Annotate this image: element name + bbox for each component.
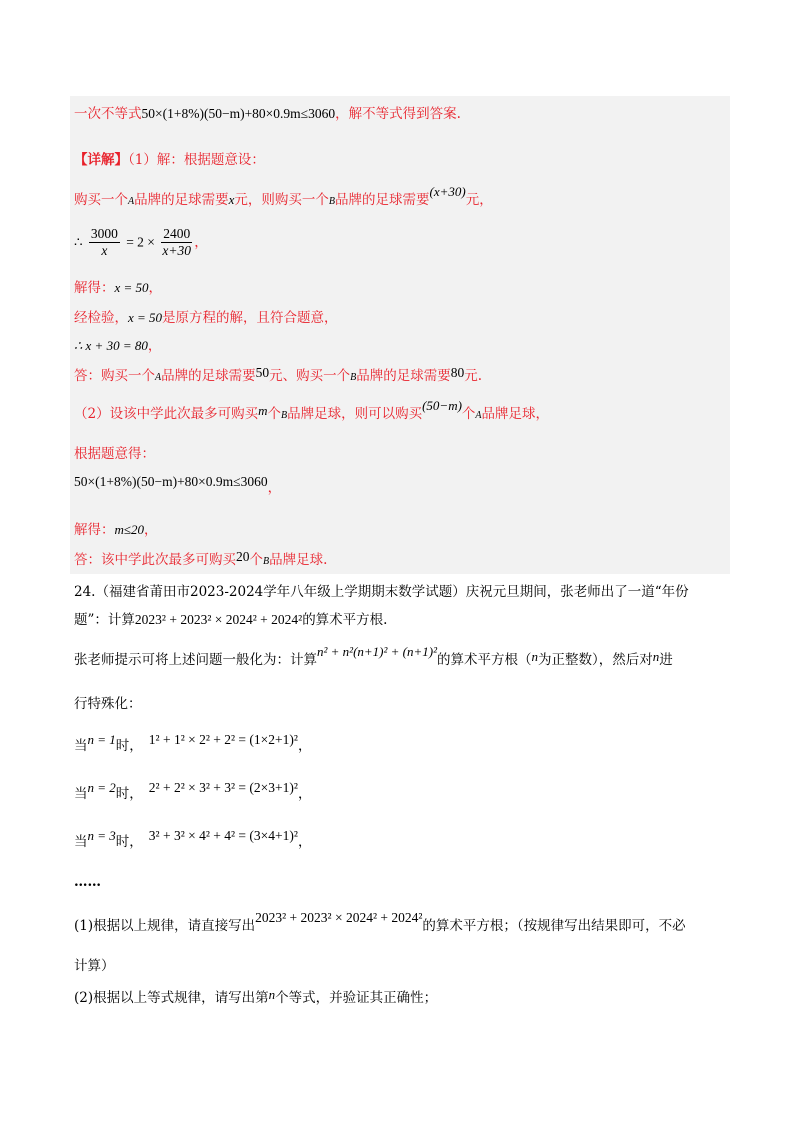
var-n: n [652,649,660,664]
text: 经检验， [74,310,128,326]
text: （2）设该中学此次最多可购买 [74,406,259,422]
ellipsis: …… [74,874,101,890]
text: 为正整数），然后对 [538,652,653,668]
solution-line-12 [74,520,158,540]
solution-line-6 [74,308,338,328]
text: 元、购买一个 [269,368,351,384]
comma: ， [148,280,163,296]
comma: ， [194,234,208,251]
text: 答：购买一个 [74,368,155,384]
equation: ∴ x + 30 = 80 [74,338,148,353]
condition: n = 2 [87,780,116,795]
price-b: 80 [450,365,465,380]
solution-line-13 [74,550,327,572]
brand-a: A [128,196,135,207]
comma: ， [297,834,312,850]
solution-line-1 [74,104,461,124]
text: 品牌的足球需要 [134,192,229,208]
text: (1)根据以上规律，请直接写出 [74,918,256,934]
equals: = 2 × [126,234,155,250]
text: 时， [115,834,143,850]
text: 是原方程的解，且符合题意， [162,310,338,326]
text: （1）解：根据题意设： [128,152,265,168]
equation: 1² + 1² × 2² + 2² = (1×2+1)² [148,732,298,747]
brand-b: B [280,410,288,421]
denominator: x+30 [162,243,192,258]
text: 当 [74,738,88,754]
solution-line-3 [74,184,493,212]
problem-source: （福建省莆田市2023-2024学年八年级上学期期末数学试题） [95,584,466,600]
text: 个 [461,406,476,422]
text: 计算） [74,958,115,974]
equation: 2² + 2² × 3² + 3² = (2×3+1)² [148,780,298,795]
text: 品牌的足球需要 [161,368,256,384]
text: 个等式，并验证其正确性； [275,990,438,1006]
expr: (x+30) [429,184,466,199]
solution-line-11 [74,472,282,496]
problem-line-1 [74,582,689,602]
solution-line-9 [74,398,550,426]
text: 品牌的足球需要 [356,368,451,384]
var-n: n [268,987,276,1002]
inequality: 50×(1+8%)(50−m)+80×0.9m≤3060 [74,474,268,489]
question-2 [74,988,437,1008]
general-expression: n² + n²(n+1)² + (n+1)² [317,644,437,659]
text: 题”：计算 [74,612,135,628]
brand-b: B [328,196,335,207]
text: 个 [267,406,281,422]
detail-label: 【详解】 [74,152,128,168]
numerator: 2400 [163,226,191,241]
text: ，解不等式得到答案. [335,106,461,122]
text: 张老师提示可将上述问题一般化为：计算 [74,652,317,668]
brand-b: B [350,372,357,383]
text: 一次不等式 [74,106,142,122]
text: 解得： [74,280,115,296]
text: 的算术平方根；（按规律写出结果即可，不必 [422,918,686,934]
text: 品牌的足球需要 [335,192,430,208]
problem-line-4 [74,694,142,714]
denominator: x [101,243,108,258]
expression: 2023² + 2023² × 2024² + 2024² [134,612,303,627]
comma: ， [297,738,312,754]
answer-value: 20 [236,549,250,564]
text: 庆祝元旦期间，张老师出了一道“年份 [465,584,689,600]
solution-line-5 [74,278,162,298]
comma: ， [147,338,162,354]
case-3 [74,828,312,852]
var-n: n [531,649,538,664]
expression: 2023² + 2023² × 2024² + 2024² [255,910,423,925]
question-1-cont [74,956,115,976]
text: 品牌足球， [481,406,550,422]
fraction-2 [161,226,192,259]
var-x: x [228,192,235,207]
text: 元，则购买一个 [234,192,329,208]
text: 品牌足球. [269,552,328,568]
case-1 [74,732,312,756]
question-1 [74,910,686,936]
problem-line-2 [74,610,387,630]
expr: (50−m) [422,398,462,413]
problem-number: 24. [74,584,96,600]
numerator: 3000 [90,226,118,241]
text: 品牌足球，则可以购买 [287,406,423,422]
text: 进 [659,652,673,668]
text: 个 [249,552,263,568]
condition: n = 3 [87,828,116,843]
text: 的算术平方根. [302,612,388,628]
text: 元， [465,192,493,208]
solution-line-10 [74,444,155,464]
var-m: m [258,403,268,418]
solution-line-8 [74,366,482,388]
brand-a: A [155,372,162,383]
text: 当 [74,834,88,850]
brand-a: A [475,410,482,421]
solution-line-7 [74,336,161,356]
problem-line-3 [74,644,673,670]
inequality: 50×(1+8%)(50−m)+80×0.9m≤3060 [141,106,336,121]
case-2 [74,780,312,804]
text: 答：该中学此次最多可购买 [74,552,236,568]
text: 元. [464,368,483,384]
solution-line-4 [74,226,208,259]
comma: ， [297,786,312,802]
comma: ， [267,480,282,496]
text: 购买一个 [74,192,128,208]
text: 行特殊化： [74,696,142,712]
fraction-1 [89,226,120,259]
text: 时， [115,786,143,802]
text: (2)根据以上等式规律，请写出第 [74,990,269,1006]
equation: x = 50 [114,280,149,295]
solution-line-2 [74,150,265,170]
equation: x = 50 [128,310,163,325]
text: 当 [74,786,88,802]
text: 解得： [74,522,115,538]
result: m≤20 [114,522,145,537]
comma: ， [144,522,158,538]
therefore-symbol: ∴ [74,234,83,250]
brand-b: B [263,556,270,567]
text: 时， [115,738,143,754]
text: 的算术平方根（ [437,652,532,668]
equation: 3² + 3² × 4² + 4² = (3×4+1)² [148,828,298,843]
text: 根据题意得： [74,446,155,462]
price-a: 50 [255,365,270,380]
condition: n = 1 [87,732,116,747]
